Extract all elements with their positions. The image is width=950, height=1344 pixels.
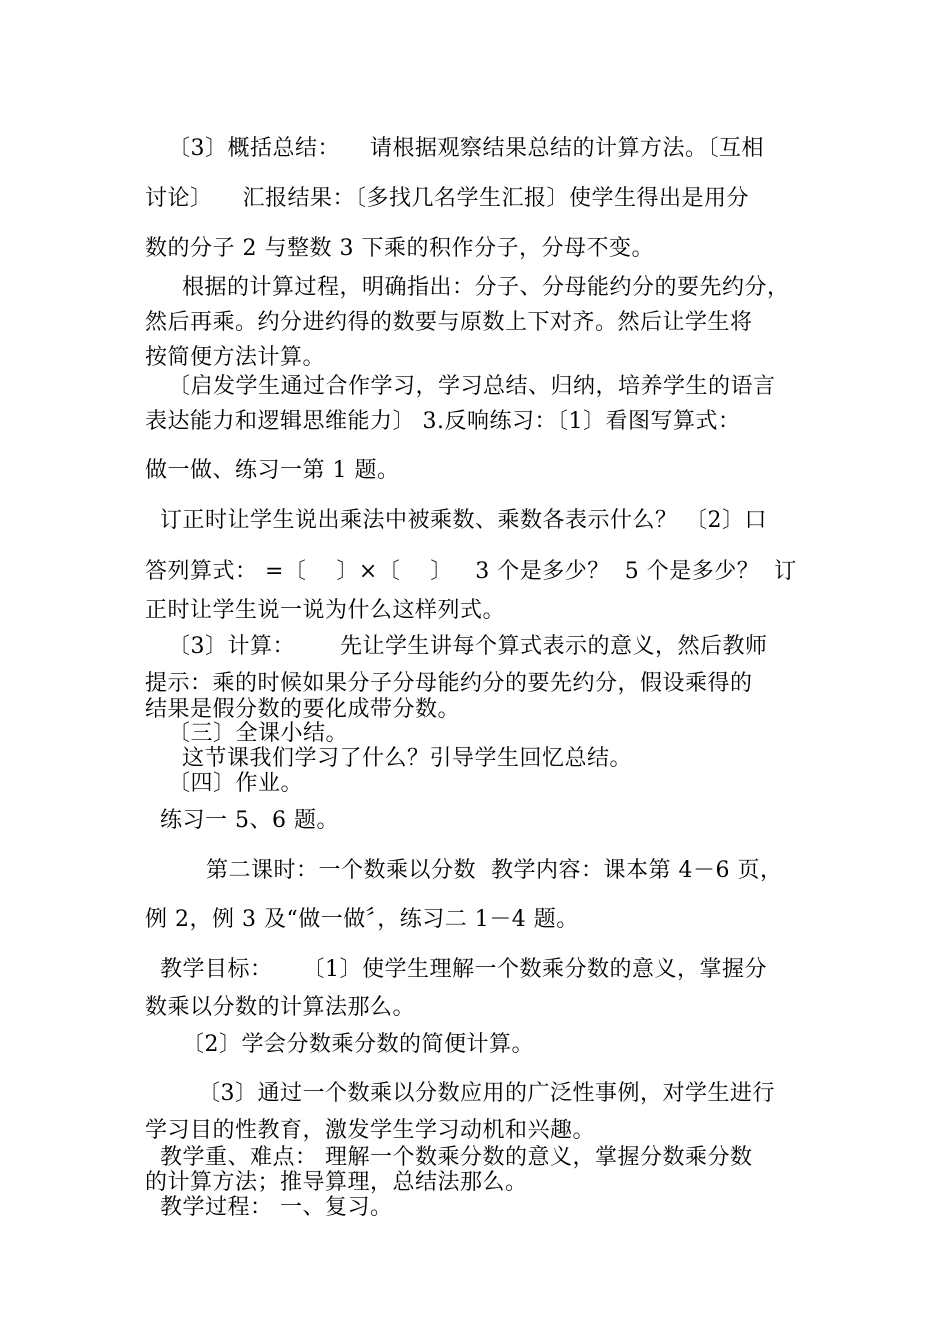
text-line: 例 2，例 3 及“做一做〞，练习二 1－4 题。 [145,907,579,932]
text-line: 教学目标： 〔1〕使学生理解一个数乘分数的意义，掌握分 [160,957,767,982]
text-line: 练习一 5、6 题。 [160,808,339,833]
text-line: 提示：乘的时候如果分子分母能约分的要先约分，假设乘得的 [145,671,753,696]
text-line: 正时让学生说一说为什么这样列式。 [145,598,506,623]
text-line: 教学过程： 一、复习。 [160,1195,393,1220]
text-line: 数乘以分数的计算法那么。 [145,995,416,1020]
text-line: 〔启发学生通过合作学习，学习总结、归纳，培养学生的语言 [168,374,776,399]
text-line: 答列算式： =〔 〕×〔 〕 3 个是多少？ 5 个是多少？ 订 [145,559,797,584]
text-line: 第二课时：一个数乘以分数 教学内容：课本第 4－6 页， [206,858,783,883]
text-line: 〔3〕概括总结： 请根据观察结果总结的计算方法。〔互相 [168,136,764,161]
text-line: 〔四〕作业。 [168,771,304,796]
text-line: 教学重、难点： 理解一个数乘分数的意义，掌握分数乘分数 [160,1145,753,1170]
text-line: 学习目的性教育，激发学生学习动机和兴趣。 [145,1118,596,1143]
text-line: 〔3〕通过一个数乘以分数应用的广泛性事例，对学生进行 [198,1081,775,1106]
text-line: 〔3〕计算： 先让学生讲每个算式表示的意义，然后教师 [168,634,768,659]
text-line: 〔2〕学会分数乘分数的简便计算。 [182,1032,534,1057]
text-line: 这节课我们学习了什么？引导学生回忆总结。 [182,746,633,771]
text-line: 〔三〕全课小结。 [168,721,349,746]
text-line: 然后再乘。约分进约得的数要与原数上下对齐。然后让学生将 [145,310,753,335]
text-line: 讨论〕 汇报结果：〔多找几名学生汇报〕使学生得出是用分 [145,186,749,211]
text-line: 按简便方法计算。 [145,345,326,370]
text-line: 订正时让学生说出乘法中被乘数、乘数各表示什么？ 〔2〕口 [160,508,767,533]
text-line: 根据的计算过程，明确指出：分子、分母能约分的要先约分， [182,275,790,300]
text-line: 做一做、练习一第 1 题。 [145,458,400,483]
text-line: 数的分子 2 与整数 3 下乘的积作分子，分母不变。 [145,236,654,261]
text-line: 表达能力和逻辑思维能力〕 3.反响练习：〔1〕看图写算式： [145,409,741,434]
text-line: 结果是假分数的要化成带分数。 [145,697,461,722]
text-line: 的计算方法；推导算理，总结法那么。 [145,1170,528,1195]
